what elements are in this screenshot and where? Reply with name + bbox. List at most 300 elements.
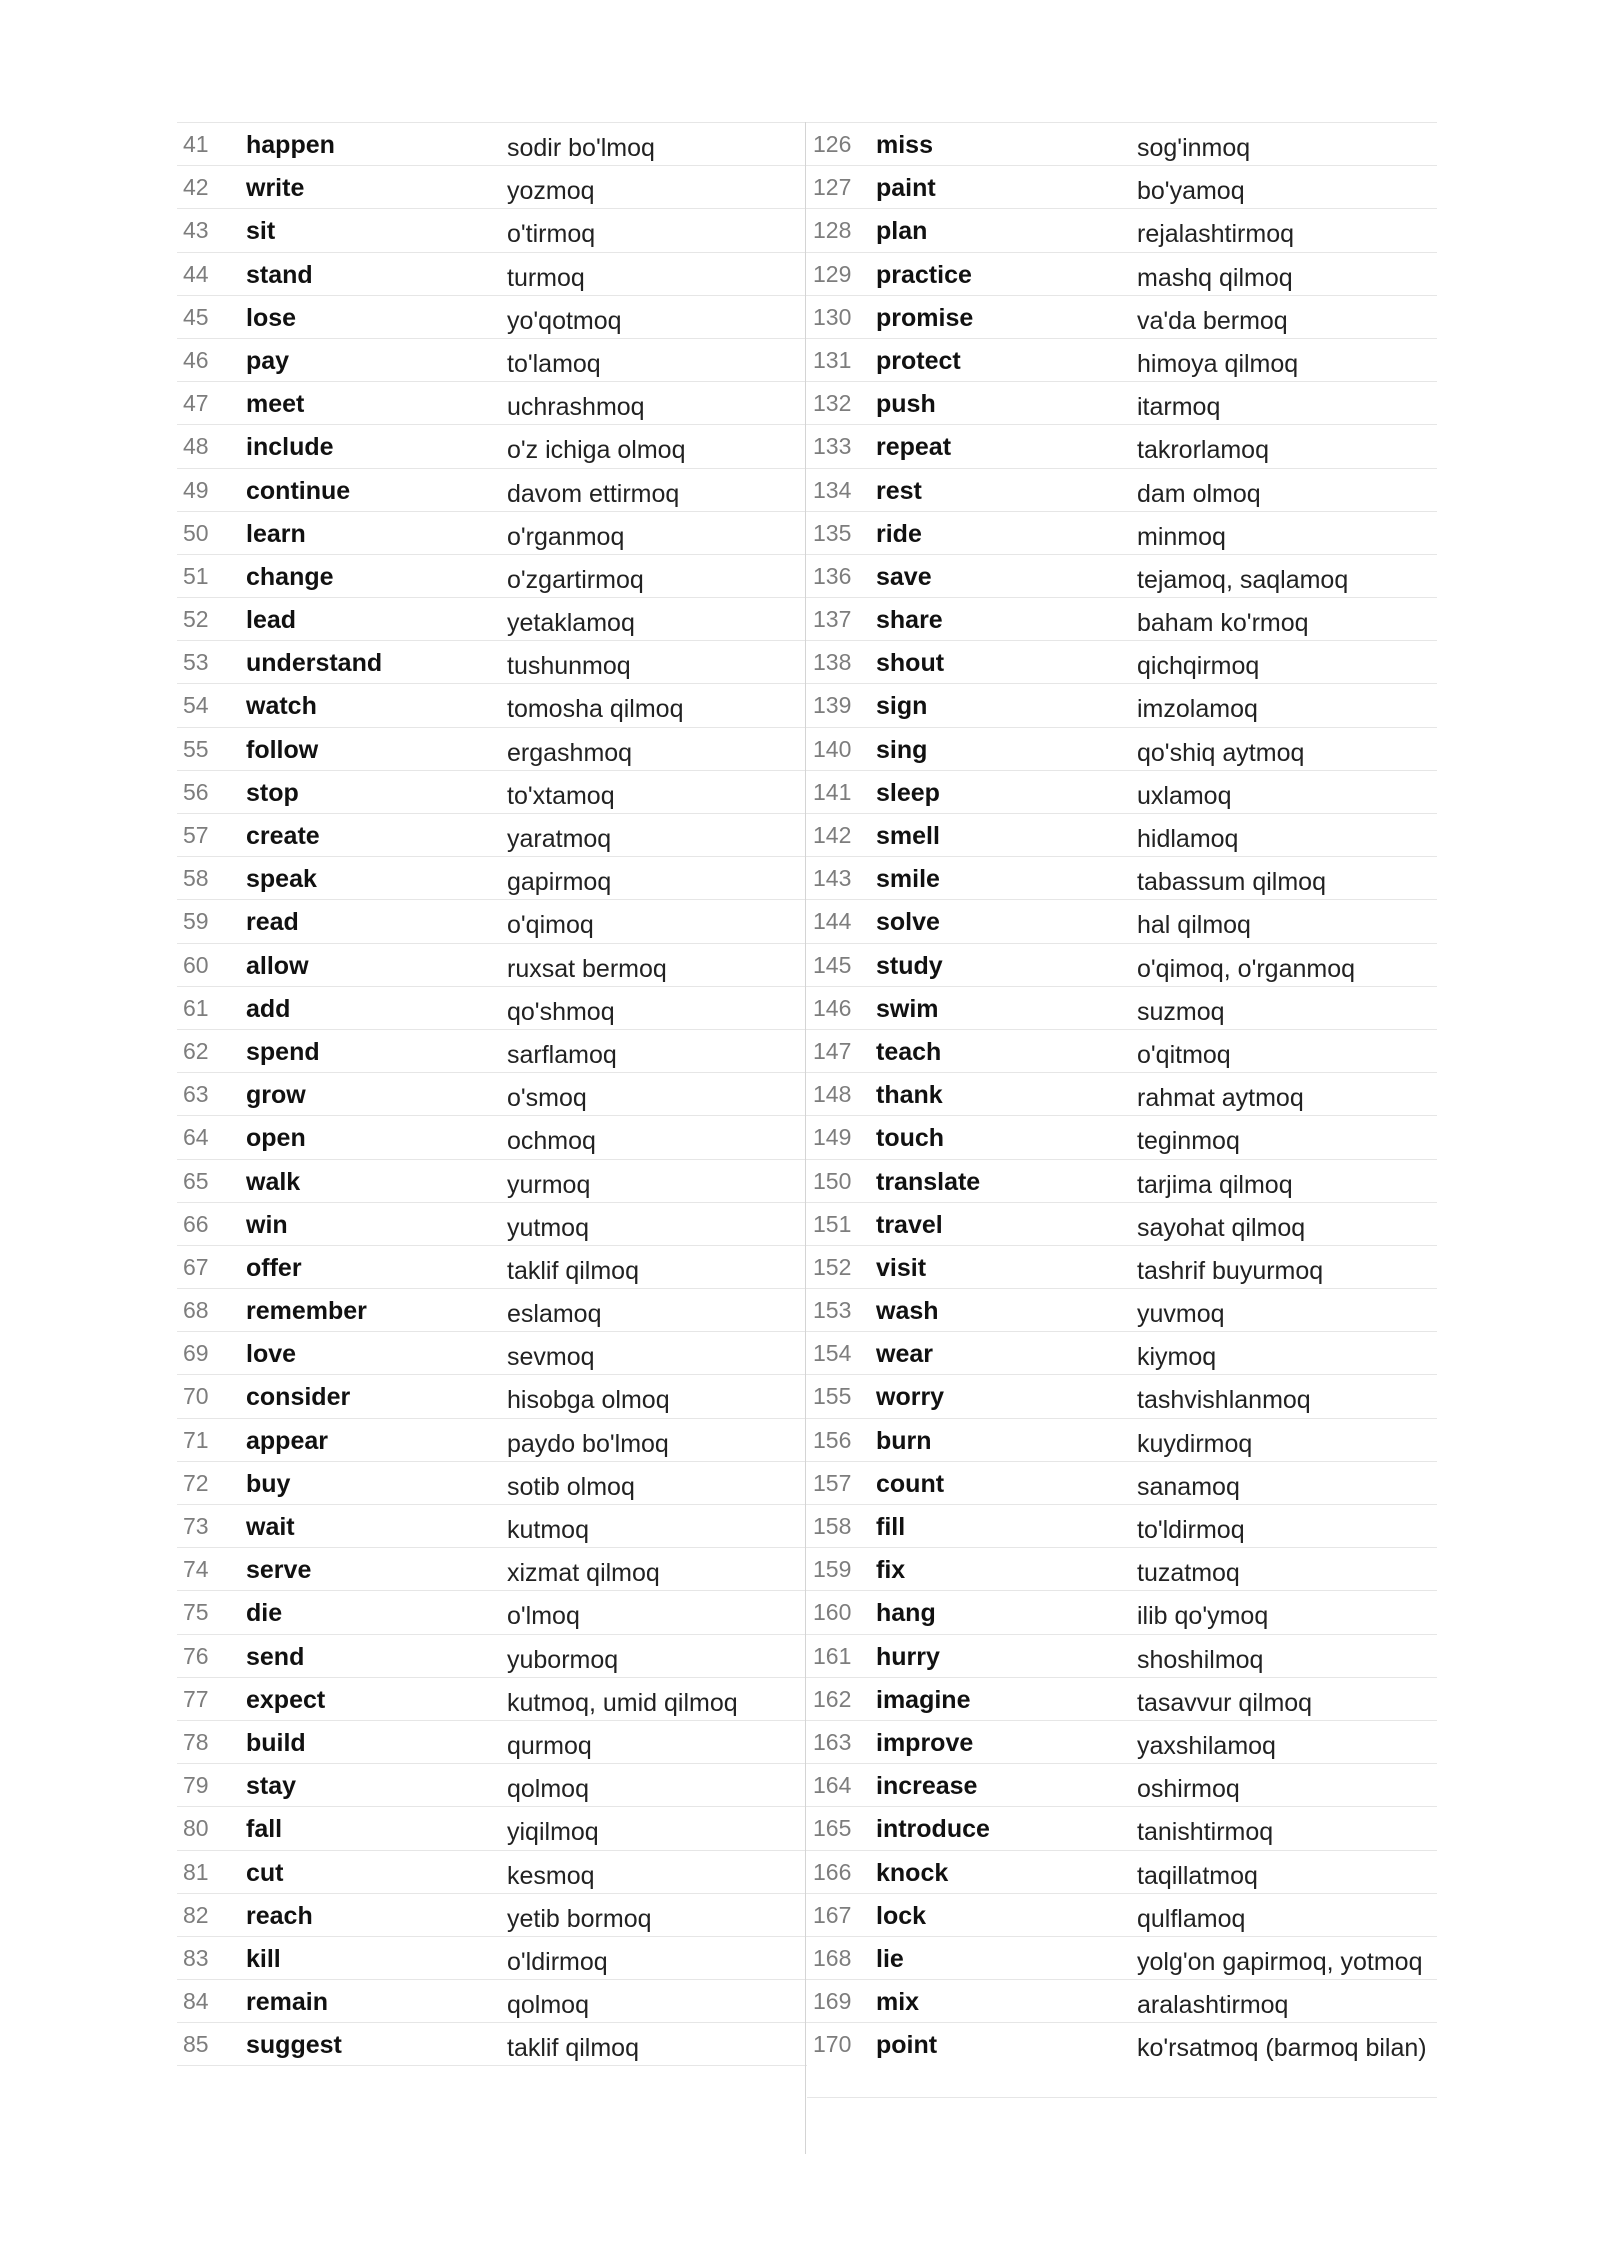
word-row [177, 1548, 807, 1591]
english-word: love [246, 1340, 297, 1369]
uzbek-translation: yaratmoq [507, 825, 612, 853]
row-number: 140 [813, 735, 852, 762]
word-row [177, 123, 807, 166]
word-row [177, 382, 807, 425]
uzbek-translation: yiqilmoq [507, 1818, 599, 1847]
word-row [807, 1721, 1437, 1764]
english-word: sleep [876, 778, 940, 807]
uzbek-translation: yubormoq [507, 1645, 619, 1674]
row-number: 129 [813, 260, 852, 287]
uzbek-translation: xizmat qilmoq [507, 1559, 660, 1588]
english-word: save [876, 562, 932, 591]
row-number: 82 [183, 1901, 209, 1928]
row-number: 46 [183, 346, 209, 373]
row-number: 62 [183, 1037, 209, 1064]
english-word: learn [246, 519, 306, 548]
uzbek-translation: gapirmoq [507, 868, 612, 897]
english-word: expect [246, 1685, 326, 1714]
uzbek-translation: eslamoq [507, 1300, 602, 1329]
english-word: thank [876, 1081, 943, 1110]
english-word: share [876, 606, 943, 635]
row-number: 69 [183, 1340, 209, 1367]
row-number: 155 [813, 1383, 852, 1410]
english-word: meet [246, 390, 305, 419]
word-row [177, 1030, 807, 1073]
word-row [177, 1764, 807, 1807]
uzbek-translation: uchrashmoq [507, 393, 645, 422]
english-word: lose [246, 303, 297, 332]
row-number: 159 [813, 1556, 852, 1583]
word-row [807, 1635, 1437, 1678]
english-word: protect [876, 346, 961, 375]
uzbek-translation: suzmoq [1137, 997, 1225, 1026]
english-word: allow [246, 951, 309, 980]
row-number: 59 [183, 908, 209, 935]
word-row [807, 123, 1437, 166]
english-word: ride [876, 519, 922, 548]
uzbek-translation: yutmoq [507, 1213, 589, 1242]
english-word: swim [876, 994, 939, 1023]
word-row [807, 1419, 1437, 1462]
row-number: 154 [813, 1340, 852, 1367]
english-word: travel [876, 1210, 943, 1239]
uzbek-translation: tarjima qilmoq [1137, 1170, 1293, 1199]
english-word: create [246, 822, 320, 850]
english-word: repeat [876, 433, 952, 462]
row-number: 144 [813, 908, 852, 935]
uzbek-translation: shoshilmoq [1137, 1645, 1264, 1674]
uzbek-translation: himoya qilmoq [1137, 349, 1299, 378]
uzbek-translation: qulflamoq [1137, 1904, 1246, 1933]
word-row [177, 2023, 807, 2066]
word-row [807, 1591, 1437, 1634]
row-number: 67 [183, 1253, 209, 1280]
word-row [807, 944, 1437, 987]
word-row [177, 1678, 807, 1721]
uzbek-translation: o'qitmoq [1137, 1040, 1231, 1069]
word-row [807, 728, 1437, 771]
english-word: lock [876, 1901, 927, 1930]
uzbek-translation: sevmoq [507, 1343, 595, 1372]
row-number: 136 [813, 562, 852, 589]
uzbek-translation: o'smoq [507, 1084, 587, 1113]
row-number: 135 [813, 519, 852, 546]
word-row [807, 1937, 1437, 1980]
word-row [177, 598, 807, 641]
uzbek-translation: teginmoq [1137, 1127, 1240, 1156]
row-number: 156 [813, 1426, 852, 1453]
uzbek-translation: o'lmoq [507, 1602, 580, 1631]
row-number: 78 [183, 1728, 209, 1755]
uzbek-translation: bo'yamoq [1137, 177, 1245, 206]
english-word: buy [246, 1469, 291, 1498]
row-number: 75 [183, 1599, 209, 1626]
english-word: lead [246, 606, 297, 635]
row-number: 147 [813, 1037, 852, 1064]
word-row [177, 253, 807, 296]
row-number: 71 [183, 1426, 209, 1453]
uzbek-translation: yetib bormoq [507, 1904, 652, 1933]
row-number: 74 [183, 1556, 209, 1583]
word-row [177, 1203, 807, 1246]
uzbek-translation: yozmoq [507, 177, 595, 206]
uzbek-translation: kutmoq [507, 1516, 589, 1544]
english-word: cut [246, 1858, 284, 1887]
row-number: 134 [813, 476, 852, 503]
word-row [177, 1289, 807, 1332]
english-word: stand [246, 260, 313, 289]
row-number: 76 [183, 1642, 209, 1669]
row-number: 53 [183, 649, 209, 676]
row-number: 79 [183, 1772, 209, 1799]
row-number: 165 [813, 1815, 852, 1842]
word-row [177, 1073, 807, 1116]
uzbek-translation: o'qimoq [507, 911, 594, 940]
word-row [807, 641, 1437, 684]
english-word: hurry [876, 1642, 940, 1671]
english-word: increase [876, 1772, 978, 1801]
row-number: 58 [183, 865, 209, 892]
row-number: 65 [183, 1167, 209, 1194]
word-row [807, 253, 1437, 296]
word-row [807, 900, 1437, 943]
uzbek-translation: tejamoq, saqlamoq [1137, 565, 1349, 594]
uzbek-translation: sayohat qilmoq [1137, 1213, 1306, 1242]
row-number: 68 [183, 1297, 209, 1324]
right-word-column [807, 122, 1437, 2098]
word-row [177, 1591, 807, 1634]
row-number: 80 [183, 1815, 209, 1842]
english-word: remember [246, 1297, 367, 1326]
uzbek-translation: kuydirmoq [1137, 1429, 1253, 1458]
row-number: 133 [813, 433, 852, 460]
english-word: suggest [246, 2031, 342, 2060]
english-word: imagine [876, 1685, 971, 1714]
row-number: 70 [183, 1383, 209, 1410]
uzbek-translation: tanishtirmoq [1137, 1818, 1274, 1847]
row-number: 153 [813, 1297, 852, 1324]
english-word: mix [876, 1988, 920, 2017]
word-row [177, 771, 807, 814]
uzbek-translation: yetaklamoq [507, 609, 635, 638]
english-word: open [246, 1124, 306, 1153]
word-row [807, 382, 1437, 425]
row-number: 166 [813, 1858, 852, 1885]
english-word: study [876, 951, 943, 980]
word-row [177, 1894, 807, 1937]
english-word: follow [246, 735, 319, 764]
uzbek-translation: kutmoq, umid qilmoq [507, 1688, 738, 1717]
row-number: 56 [183, 778, 209, 805]
word-row [807, 1980, 1437, 2023]
word-row [177, 1721, 807, 1764]
english-word: smile [876, 865, 940, 894]
uzbek-translation: dam olmoq [1137, 479, 1261, 508]
uzbek-translation: taklif qilmoq [507, 1256, 639, 1285]
row-number: 85 [183, 2031, 209, 2058]
row-number: 84 [183, 1988, 209, 2015]
row-number: 44 [183, 260, 209, 287]
english-word: add [246, 994, 291, 1023]
english-word: smell [876, 822, 940, 850]
uzbek-translation: tuzatmoq [1137, 1559, 1240, 1588]
uzbek-translation: sanamoq [1137, 1472, 1240, 1501]
word-row [807, 1116, 1437, 1159]
row-number: 158 [813, 1513, 852, 1539]
word-row [807, 684, 1437, 727]
uzbek-translation: turmoq [507, 263, 585, 292]
english-word: continue [246, 476, 351, 505]
uzbek-translation: kesmoq [507, 1861, 595, 1890]
english-word: wash [876, 1297, 939, 1326]
english-word: practice [876, 260, 972, 289]
word-row [177, 209, 807, 252]
english-word: stop [246, 778, 299, 807]
english-word: teach [876, 1037, 942, 1066]
word-row [177, 900, 807, 943]
row-number: 81 [183, 1858, 209, 1885]
english-word: knock [876, 1858, 949, 1887]
row-number: 148 [813, 1081, 852, 1108]
word-row [807, 1462, 1437, 1505]
word-row [177, 641, 807, 684]
word-row [177, 512, 807, 555]
english-word: fix [876, 1556, 906, 1585]
word-row [807, 1851, 1437, 1894]
row-number: 160 [813, 1599, 852, 1626]
uzbek-translation: o'tirmoq [507, 220, 596, 249]
row-number: 45 [183, 303, 209, 330]
english-word: count [876, 1469, 945, 1498]
english-word: kill [246, 1944, 281, 1973]
word-row [177, 1462, 807, 1505]
word-row [807, 1073, 1437, 1116]
word-row [807, 296, 1437, 339]
row-number: 146 [813, 994, 852, 1021]
uzbek-translation: qurmoq [507, 1731, 592, 1760]
uzbek-translation: tasavvur qilmoq [1137, 1688, 1313, 1717]
row-number: 83 [183, 1944, 209, 1971]
uzbek-translation: rahmat aytmoq [1137, 1084, 1304, 1113]
uzbek-translation: sotib olmoq [507, 1472, 635, 1501]
row-number: 50 [183, 519, 209, 546]
english-word: fall [246, 1815, 283, 1844]
english-word: fill [876, 1513, 906, 1541]
row-number: 61 [183, 994, 209, 1021]
english-word: translate [876, 1167, 981, 1196]
row-number: 72 [183, 1469, 209, 1496]
word-row [177, 1851, 807, 1894]
uzbek-translation: qichqirmoq [1137, 652, 1260, 681]
uzbek-translation: tabassum qilmoq [1137, 868, 1326, 897]
word-row [807, 1807, 1437, 1850]
row-number: 164 [813, 1772, 852, 1799]
word-row [807, 425, 1437, 468]
english-word: understand [246, 649, 383, 678]
english-word: worry [876, 1383, 945, 1412]
row-number: 169 [813, 1988, 852, 2015]
uzbek-translation: to'xtamoq [507, 781, 615, 810]
english-word: spend [246, 1037, 320, 1066]
english-word: walk [246, 1167, 301, 1196]
word-row [177, 814, 807, 857]
uzbek-translation: rejalashtirmoq [1137, 220, 1295, 249]
english-word: read [246, 908, 299, 937]
uzbek-translation: tushunmoq [507, 652, 631, 681]
english-word: rest [876, 476, 922, 505]
row-number: 43 [183, 217, 209, 244]
uzbek-translation: uxlamoq [1137, 781, 1232, 810]
word-row [177, 857, 807, 900]
left-word-column [177, 122, 807, 2066]
word-row [807, 512, 1437, 555]
english-word: visit [876, 1253, 927, 1282]
uzbek-translation: yuvmoq [1137, 1300, 1225, 1329]
word-row [807, 555, 1437, 598]
english-word: plan [876, 217, 928, 246]
uzbek-translation: ruxsat bermoq [507, 954, 667, 983]
word-row [807, 987, 1437, 1030]
word-row [177, 1635, 807, 1678]
uzbek-translation: ochmoq [507, 1127, 596, 1156]
uzbek-translation: paydo bo'lmoq [507, 1429, 669, 1458]
row-number: 51 [183, 562, 209, 589]
row-number: 151 [813, 1210, 852, 1237]
english-word: consider [246, 1383, 351, 1412]
uzbek-translation: o'zgartirmoq [507, 565, 644, 594]
uzbek-translation: yolg'on gapirmoq, yotmoq [1137, 1947, 1423, 1976]
word-row [807, 1375, 1437, 1418]
english-word: write [246, 174, 305, 203]
english-word: improve [876, 1728, 974, 1757]
uzbek-translation: davom ettirmoq [507, 479, 680, 508]
word-row [177, 469, 807, 512]
uzbek-translation: to'lamoq [507, 349, 601, 378]
uzbek-translation: o'rganmoq [507, 522, 625, 551]
row-number: 141 [813, 778, 852, 805]
word-row [807, 1505, 1437, 1548]
word-row [177, 339, 807, 382]
row-number: 77 [183, 1685, 209, 1712]
uzbek-translation: kiymoq [1137, 1343, 1217, 1372]
word-row [807, 598, 1437, 641]
row-number: 162 [813, 1685, 852, 1712]
uzbek-translation: taklif qilmoq [507, 2034, 639, 2063]
word-row [807, 469, 1437, 512]
uzbek-translation: va'da bermoq [1137, 306, 1288, 335]
uzbek-translation: tashvishlanmoq [1137, 1386, 1311, 1415]
column-divider [805, 122, 806, 2154]
word-row [177, 1937, 807, 1980]
row-number: 170 [813, 2031, 852, 2058]
word-row [177, 296, 807, 339]
word-row [807, 1203, 1437, 1246]
word-row [807, 814, 1437, 857]
english-word: solve [876, 908, 940, 937]
row-number: 132 [813, 390, 852, 417]
uzbek-translation: hidlamoq [1137, 825, 1239, 853]
word-row [807, 771, 1437, 814]
word-row [177, 944, 807, 987]
row-number: 150 [813, 1167, 852, 1194]
uzbek-translation: itarmoq [1137, 393, 1221, 422]
row-number: 137 [813, 606, 852, 633]
word-row [177, 728, 807, 771]
uzbek-translation: tashrif buyurmoq [1137, 1256, 1324, 1285]
word-row [177, 1116, 807, 1159]
word-row [807, 1246, 1437, 1289]
row-number: 47 [183, 390, 209, 417]
row-number: 66 [183, 1210, 209, 1237]
row-number: 52 [183, 606, 209, 633]
english-word: promise [876, 303, 974, 332]
row-number: 42 [183, 174, 209, 201]
row-number: 142 [813, 822, 852, 848]
word-row [807, 1894, 1437, 1937]
english-word: shout [876, 649, 945, 678]
word-row [177, 166, 807, 209]
word-row [807, 339, 1437, 382]
row-number: 145 [813, 951, 852, 978]
uzbek-translation: sog'inmoq [1137, 134, 1251, 162]
english-word: happen [246, 131, 335, 159]
uzbek-translation: baham ko'rmoq [1137, 609, 1309, 638]
word-row [177, 1375, 807, 1418]
uzbek-translation: oshirmoq [1137, 1775, 1240, 1804]
word-row [177, 684, 807, 727]
english-word: win [246, 1210, 288, 1239]
uzbek-translation: qolmoq [507, 1991, 589, 2020]
uzbek-translation: hisobga olmoq [507, 1386, 670, 1415]
english-word: wear [876, 1340, 933, 1369]
uzbek-translation: hal qilmoq [1137, 911, 1251, 940]
english-word: burn [876, 1426, 932, 1455]
word-row [807, 1678, 1437, 1721]
row-number: 139 [813, 692, 852, 719]
english-word: reach [246, 1901, 313, 1930]
uzbek-translation: mashq qilmoq [1137, 263, 1293, 292]
word-row [177, 1505, 807, 1548]
uzbek-translation: takrorlamoq [1137, 436, 1269, 465]
row-number: 157 [813, 1469, 852, 1496]
row-number: 55 [183, 735, 209, 762]
word-row [807, 1030, 1437, 1073]
english-word: lie [876, 1944, 904, 1973]
row-number: 48 [183, 433, 209, 460]
english-word: push [876, 390, 936, 419]
word-row [807, 1764, 1437, 1807]
row-number: 138 [813, 649, 852, 676]
row-number: 49 [183, 476, 209, 503]
english-word: sit [246, 217, 276, 246]
uzbek-translation: o'z ichiga olmoq [507, 436, 686, 465]
uzbek-translation: yo'qotmoq [507, 306, 622, 335]
uzbek-translation: o'qimoq, o'rganmoq [1137, 954, 1356, 983]
english-word: sign [876, 692, 928, 721]
english-word: offer [246, 1253, 302, 1282]
uzbek-translation: qo'shmoq [507, 997, 615, 1026]
english-word: remain [246, 1988, 328, 2017]
english-word: hang [876, 1599, 936, 1628]
english-word: build [246, 1728, 306, 1757]
word-row [807, 1332, 1437, 1375]
english-word: speak [246, 865, 317, 894]
english-word: grow [246, 1081, 306, 1110]
uzbek-translation: taqillatmoq [1137, 1861, 1258, 1890]
word-row [807, 857, 1437, 900]
uzbek-translation: ilib qo'ymoq [1137, 1602, 1269, 1631]
english-word: touch [876, 1124, 945, 1153]
